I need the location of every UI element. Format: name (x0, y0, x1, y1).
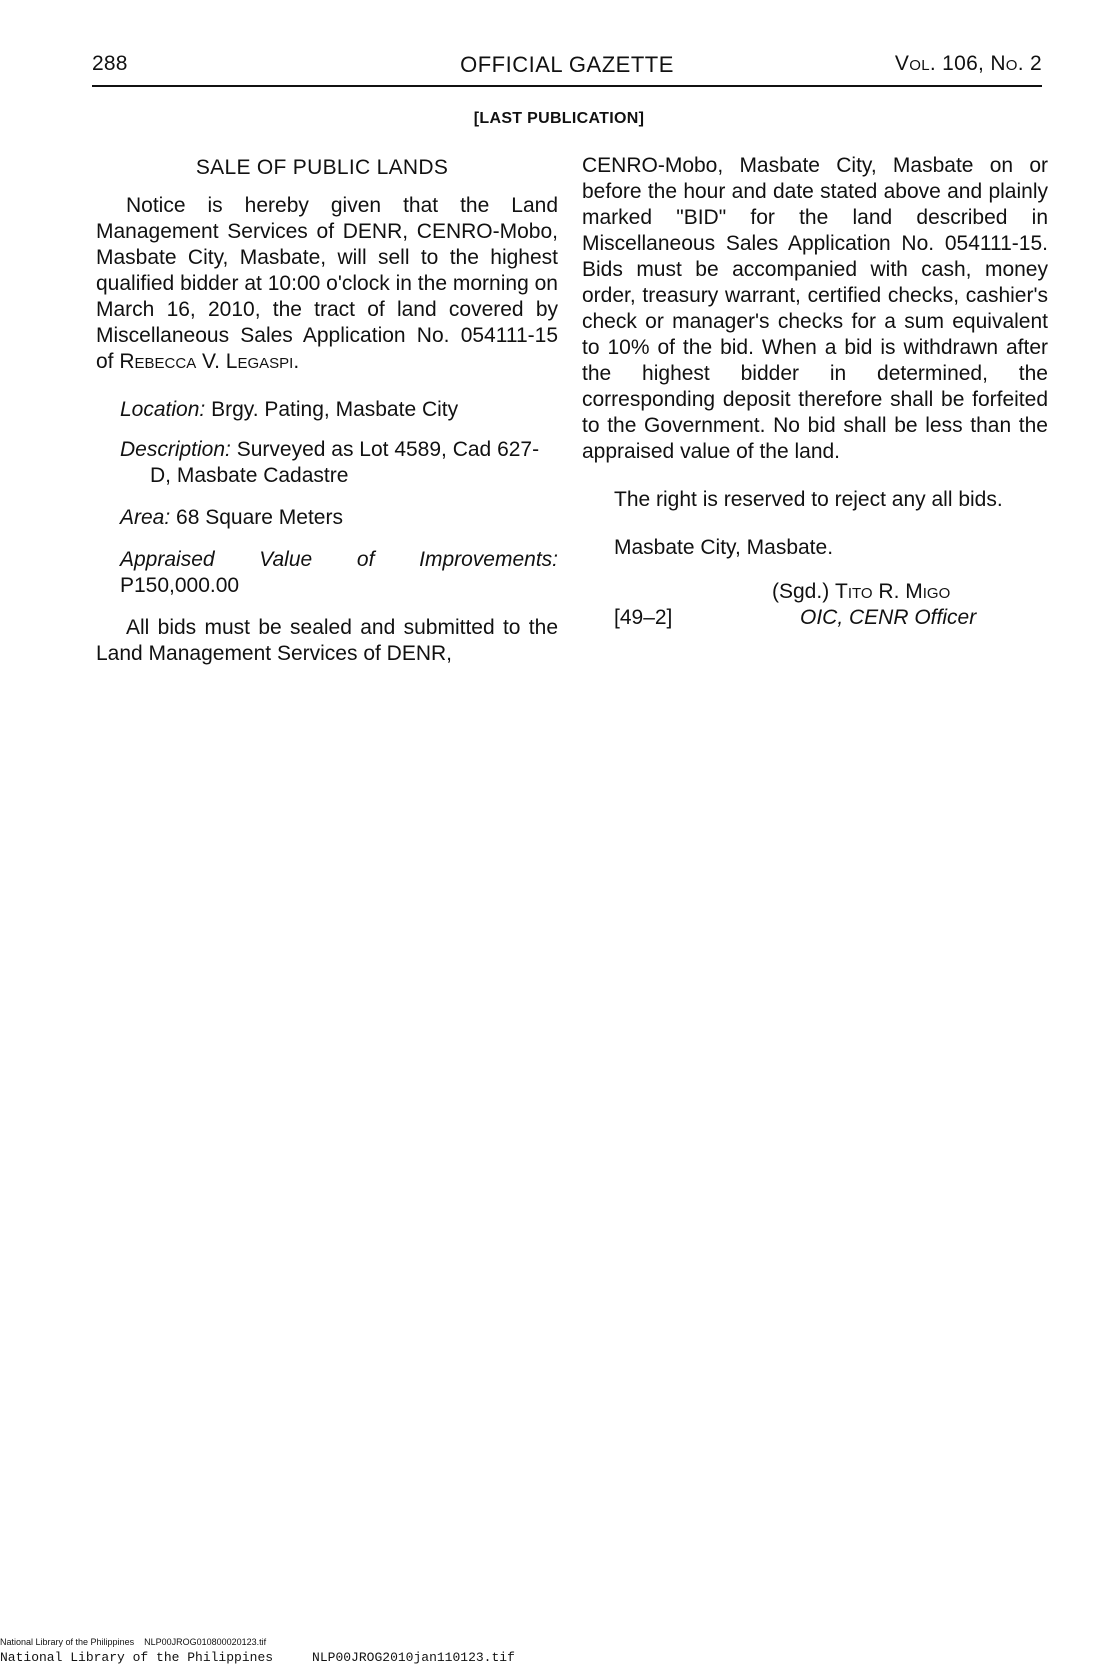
reference-number: [49–2] (614, 606, 673, 629)
publication-tag: [LAST PUBLICATION] (473, 110, 645, 127)
page-header (92, 52, 1042, 86)
notice-intro-text: Notice is hereby given that the Land Management Services of DENR, CENRO-Mobo, Masbate City, Masbate, will sell to the highest qualified bidder at 10:00 o'clock in the morning on March 16, 2010, the tract of land covered by Miscellaneous Sales Application No. 054111-15 of (96, 194, 558, 373)
signature-block (582, 579, 1048, 637)
notice-title: SALE OF PUBLIC LANDS (195, 156, 449, 179)
bids-paragraph-continued (582, 153, 1048, 465)
place-line: Masbate City, Masbate. (614, 536, 834, 559)
scan-footer-line-1: National Library of the Philippines NLP00JROG010800020123.tif (0, 1637, 267, 1647)
signature-prefix: (Sgd.) (772, 580, 830, 603)
notice-intro-end: . (293, 350, 300, 373)
header-rule (92, 85, 1042, 87)
description-value: Surveyed as Lot 4589, Cad 627-D, Masbate Cadastre (150, 438, 540, 487)
area-field (96, 505, 558, 531)
notice-intro-paragraph (96, 193, 558, 375)
scan-footer-line-2: National Library of the Philippines NLP00JROG2010jan110123.tif (0, 1650, 515, 1665)
publication-title: OFFICIAL GAZETTE (460, 52, 674, 77)
bids-paragraph-part1: All bids must be sealed and submitted to the Land Management Services of DENR, (96, 616, 558, 665)
area-label: Area: (120, 506, 171, 529)
description-field (96, 437, 558, 489)
area-value: 68 Square Meters (176, 506, 343, 529)
applicant-name: Rebecca V. Legaspi (119, 350, 294, 373)
appraised-label: Appraised Value of Improvements: (120, 548, 558, 571)
bids-paragraph-part2: CENRO-Mobo, Masbate City, Masbate on or before the hour and date stated above and plainly marked "BID" for the land described in Miscellaneous Sales Application No. 054111-15. Bids must be accompanied with cash, money order, treasury warrant, certified checks, cashier's check or manager's checks for a sum equivalent to 10% of the bid. When a bid is withdrawn after the highest bidder in determined, the corresponding deposit therefore shall be forfeited to the Government. No bid shall be less than the appraised value of the land. (582, 154, 1048, 463)
location-label: Location: (120, 398, 206, 421)
appraised-value-line (96, 573, 558, 599)
appraised-value: P150,000.00 (120, 574, 240, 597)
location-value: Brgy. Pating, Masbate City (211, 398, 459, 421)
page-number: 288 (92, 52, 128, 75)
signatory-name: Tito R. Migo (835, 580, 951, 603)
left-column (96, 155, 558, 667)
reservation-line: The right is reserved to reject any all bids. (614, 488, 1003, 511)
location-field (96, 397, 558, 423)
signatory-title: OIC, CENR Officer (800, 606, 977, 629)
right-column (582, 153, 1048, 637)
description-label: Description: (120, 438, 231, 461)
appraised-field (96, 547, 558, 573)
signatory-line (772, 579, 950, 605)
volume-issue: Vol. 106, No. 2 (894, 52, 1042, 75)
bids-paragraph-start (96, 615, 558, 667)
